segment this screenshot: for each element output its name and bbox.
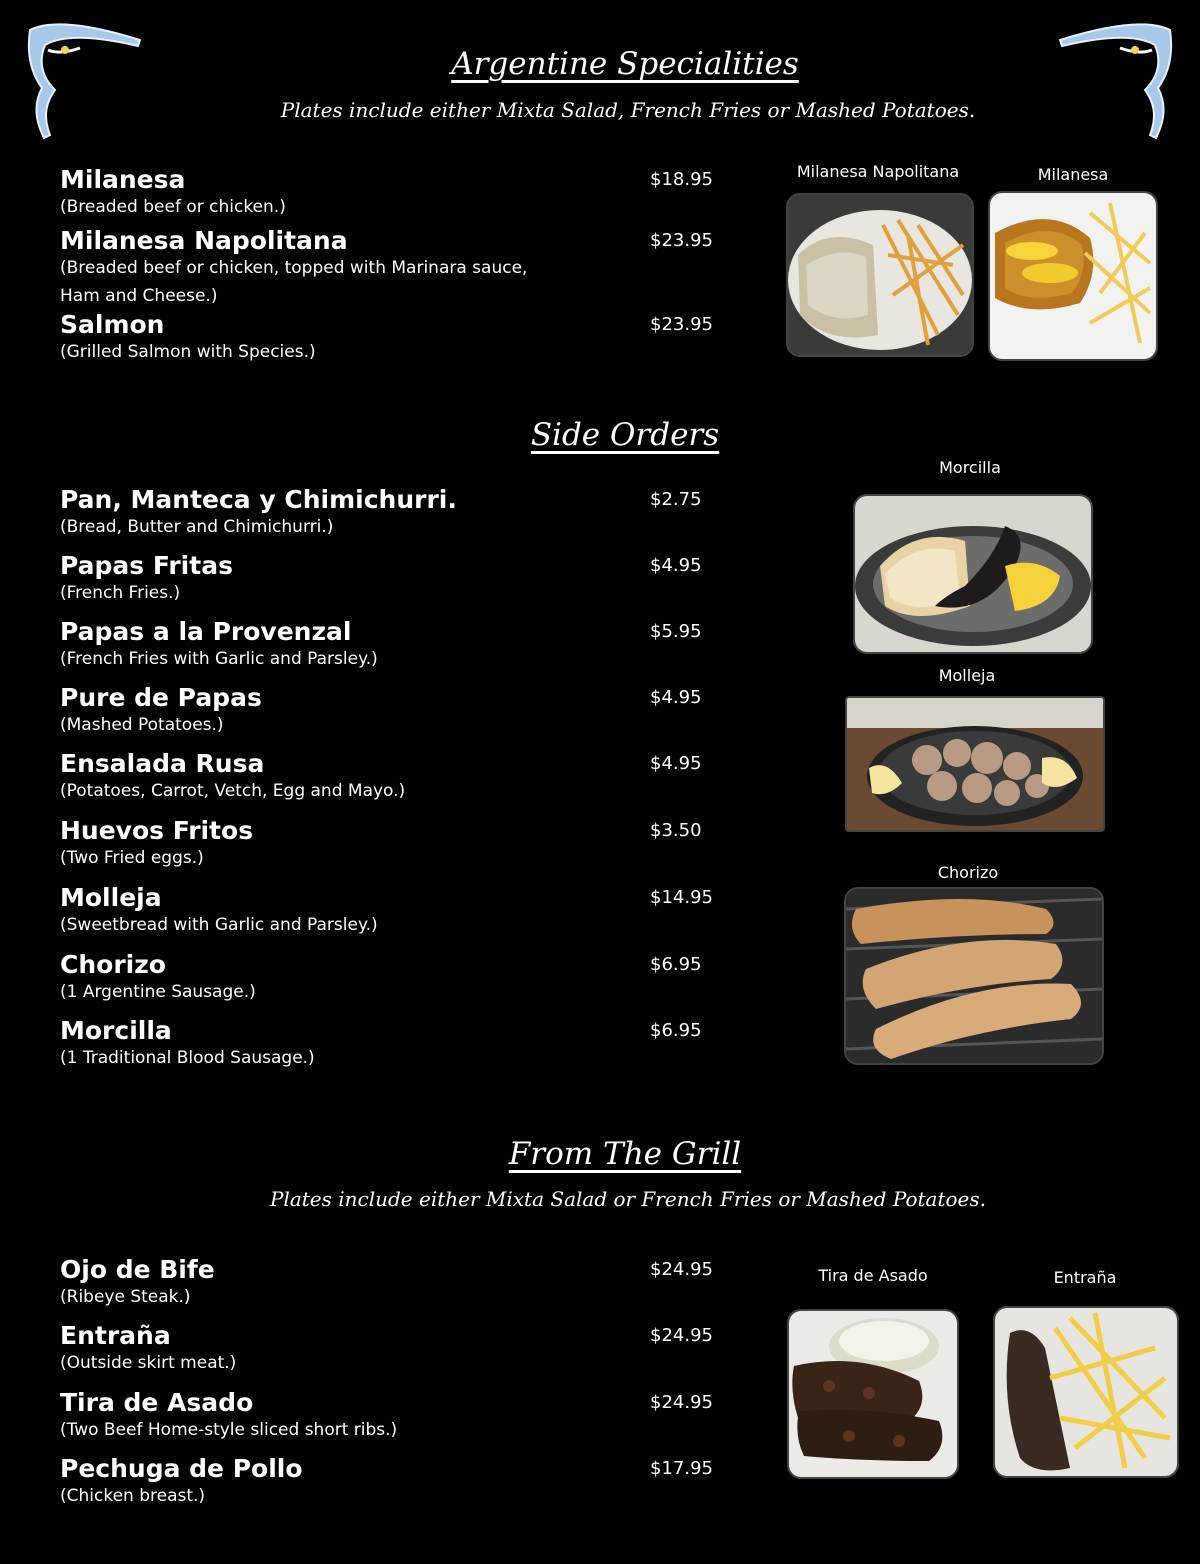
item-description: (1 Argentine Sausage.): [60, 982, 256, 1002]
menu-item: [60, 485, 740, 541]
menu-item: [60, 310, 740, 366]
item-name: Papas a la Provenzal: [60, 617, 352, 646]
menu-item: [60, 617, 740, 673]
item-name: Chorizo: [60, 950, 166, 979]
menu-item: [60, 883, 740, 939]
item-price: $2.75: [650, 489, 702, 510]
item-description: (1 Traditional Blood Sausage.): [60, 1048, 315, 1068]
item-name: Ojo de Bife: [60, 1255, 215, 1284]
item-description: (French Fries with Garlic and Parsley.): [60, 649, 378, 669]
menu-item: [60, 950, 740, 1006]
item-price: $6.95: [650, 954, 702, 975]
item-price: $4.95: [650, 555, 702, 576]
menu-item: [60, 165, 740, 221]
item-name: Pechuga de Pollo: [60, 1454, 303, 1483]
item-price: $14.95: [650, 887, 713, 908]
item-description: (Mashed Potatoes.): [60, 715, 224, 735]
item-description: (Breaded beef or chicken, topped with Marinara sauce, Ham and Cheese.): [60, 258, 528, 306]
item-description: (Chicken breast.): [60, 1486, 206, 1506]
item-price: $4.95: [650, 753, 702, 774]
item-name: Morcilla: [60, 1016, 172, 1045]
photo-label: Chorizo: [937, 863, 999, 882]
section-title-specialities: Argentine Specialities: [451, 46, 799, 82]
item-name: Milanesa Napolitana: [60, 226, 348, 255]
item-name: Tira de Asado: [60, 1388, 254, 1417]
section-title-grill: From The Grill: [508, 1136, 742, 1172]
item-price: $24.95: [650, 1259, 713, 1280]
menu-item: [60, 551, 740, 607]
item-name: Pure de Papas: [60, 683, 262, 712]
photo-label: Tira de Asado: [818, 1266, 928, 1285]
menu-item: [60, 1388, 740, 1444]
menu-item: [60, 1016, 740, 1072]
item-description: (Two Beef Home-style sliced short ribs.): [60, 1420, 398, 1440]
item-price: $17.95: [650, 1458, 713, 1479]
item-description: (Outside skirt meat.): [60, 1353, 237, 1373]
item-name: Pan, Manteca y Chimichurri.: [60, 485, 457, 514]
milanesa-napolitana-photo-icon: [786, 193, 974, 357]
item-name: Papas Fritas: [60, 551, 233, 580]
menu-item: [60, 1321, 740, 1377]
item-price: $24.95: [650, 1325, 713, 1346]
item-name: Salmon: [60, 310, 165, 339]
menu-item: [60, 749, 740, 805]
item-name: Molleja: [60, 883, 162, 912]
section-subtitle-specialities: Plates include either Mixta Salad, French Fries or Mashed Potatoes.: [280, 98, 976, 122]
photo-label: Morcilla: [939, 458, 1001, 477]
chorizo-photo-icon: [844, 887, 1104, 1065]
item-price: $6.95: [650, 1020, 702, 1041]
photo-label: Milanesa: [1037, 165, 1109, 184]
item-name: Ensalada Rusa: [60, 749, 265, 778]
menu-item: [60, 683, 740, 739]
item-name: Entraña: [60, 1321, 171, 1350]
item-price: $18.95: [650, 169, 713, 190]
item-description: (Potatoes, Carrot, Vetch, Egg and Mayo.): [60, 781, 406, 801]
item-description: (Breaded beef or chicken.): [60, 197, 286, 217]
photo-label: Milanesa Napolitana: [796, 162, 960, 181]
item-description: (Two Fried eggs.): [60, 848, 204, 868]
item-price: $23.95: [650, 230, 713, 251]
item-price: $5.95: [650, 621, 702, 642]
photo-label: Molleja: [938, 666, 996, 685]
item-price: $23.95: [650, 314, 713, 335]
menu-item: [60, 816, 740, 872]
morcilla-photo-icon: [853, 494, 1093, 654]
item-name: Huevos Fritos: [60, 816, 254, 845]
item-name: Milanesa: [60, 165, 186, 194]
item-price: $24.95: [650, 1392, 713, 1413]
item-description: (Ribeye Steak.): [60, 1287, 191, 1307]
item-price: $3.50: [650, 820, 702, 841]
item-description: (Bread, Butter and Chimichurri.): [60, 517, 334, 537]
section-subtitle-grill: Plates include either Mixta Salad or French Fries or Mashed Potatoes.: [269, 1187, 987, 1211]
menu-item: [60, 226, 740, 310]
tira-de-asado-photo-icon: [787, 1309, 959, 1479]
item-description: (Sweetbread with Garlic and Parsley.): [60, 915, 378, 935]
milanesa-photo-icon: [988, 191, 1158, 361]
item-price: $4.95: [650, 687, 702, 708]
section-title-sides: Side Orders: [530, 417, 720, 453]
photo-label: Entraña: [1053, 1268, 1117, 1287]
item-description: (French Fries.): [60, 583, 181, 603]
menu-item: [60, 1454, 740, 1510]
molleja-photo-icon: [845, 696, 1105, 832]
item-description: (Grilled Salmon with Species.): [60, 342, 316, 362]
entrana-photo-icon: [993, 1306, 1179, 1478]
menu-item: [60, 1255, 740, 1311]
